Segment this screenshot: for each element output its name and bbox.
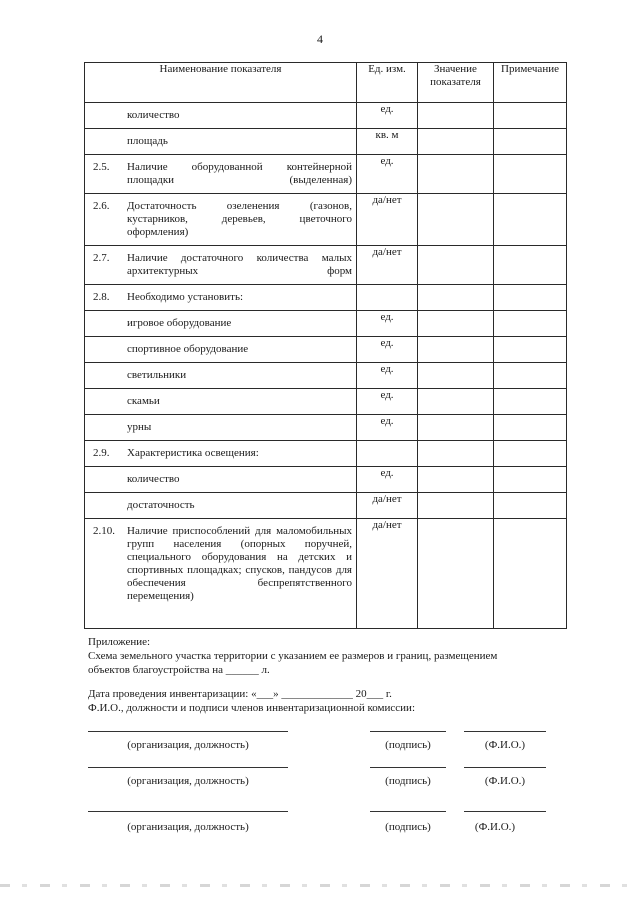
org-signature-line	[88, 731, 288, 732]
note-cell	[494, 285, 567, 311]
fio-line	[464, 767, 546, 768]
note-cell	[494, 129, 567, 155]
appendix-text-line-1: Схема земельного участка территории с указанием ее размеров и границ, размещением	[88, 650, 498, 662]
signature-line	[370, 731, 446, 732]
table-row	[85, 155, 567, 194]
table-row	[85, 519, 567, 629]
note-cell	[494, 519, 567, 629]
table-row	[85, 493, 567, 519]
value-cell	[418, 519, 494, 629]
row-unit: да/нет	[357, 493, 418, 519]
note-cell	[494, 363, 567, 389]
row-number: 2.10.	[93, 525, 115, 537]
header-note: Примечание	[494, 63, 567, 103]
row-number: 2.6.	[93, 200, 110, 212]
value-cell	[418, 389, 494, 415]
appendix-title: Приложение:	[88, 636, 151, 648]
row-label: количество	[127, 473, 180, 485]
header-name: Наименование показателя	[85, 63, 357, 103]
row-number: 2.7.	[93, 252, 110, 264]
inventory-date-line: Дата проведения инвентаризации: «___» _____________ 20___ г.	[88, 688, 392, 700]
row-label: Наличие оборудованной контейнерной площадки (выделенная)	[127, 161, 352, 186]
fio-caption: (Ф.И.О.)	[484, 739, 526, 751]
value-cell	[418, 155, 494, 194]
note-cell	[494, 103, 567, 129]
commission-line: Ф.И.О., должности и подписи членов инвентаризационной комиссии:	[88, 702, 415, 714]
page-number: 4	[317, 32, 323, 46]
row-unit: да/нет	[357, 519, 418, 629]
org-caption: (организация, должность)	[127, 775, 249, 787]
sign-caption: (подпись)	[385, 775, 431, 787]
org-signature-line	[88, 767, 288, 768]
org-signature-line	[88, 811, 288, 812]
org-caption: (организация, должность)	[127, 739, 249, 751]
value-cell	[418, 363, 494, 389]
value-cell	[418, 194, 494, 246]
table-row	[85, 337, 567, 363]
value-cell	[418, 246, 494, 285]
value-cell	[418, 285, 494, 311]
row-label: скамьи	[127, 395, 160, 407]
table-row	[85, 415, 567, 441]
row-unit: ед.	[357, 467, 418, 493]
indicators-table	[84, 62, 567, 629]
note-cell	[494, 467, 567, 493]
table-header-row	[85, 63, 567, 103]
signature-line	[370, 767, 446, 768]
fio-caption: (Ф.И.О.)	[484, 775, 526, 787]
row-unit: да/нет	[357, 194, 418, 246]
row-label: площадь	[127, 135, 168, 147]
note-cell	[494, 311, 567, 337]
value-cell	[418, 467, 494, 493]
note-cell	[494, 246, 567, 285]
value-cell	[418, 415, 494, 441]
row-unit: ед.	[357, 155, 418, 194]
row-number: 2.5.	[93, 161, 110, 173]
row-unit: ед.	[357, 389, 418, 415]
sign-caption: (подпись)	[385, 821, 431, 833]
row-label: Характеристика освещения:	[127, 447, 259, 459]
value-cell	[418, 129, 494, 155]
row-unit: да/нет	[357, 246, 418, 285]
row-number: 2.8.	[93, 291, 110, 303]
note-cell	[494, 155, 567, 194]
row-unit	[357, 285, 418, 311]
note-cell	[494, 337, 567, 363]
fio-line	[464, 811, 546, 812]
table-row	[85, 103, 567, 129]
row-label: игровое оборудование	[127, 317, 232, 329]
row-unit: кв. м	[357, 129, 418, 155]
sign-caption: (подпись)	[385, 739, 431, 751]
scan-artifact-strip	[0, 884, 640, 887]
row-label: количество	[127, 109, 180, 121]
table-row	[85, 285, 567, 311]
row-label: светильники	[127, 369, 187, 381]
table-row	[85, 194, 567, 246]
row-label: Необходимо установить:	[127, 291, 244, 303]
value-cell	[418, 311, 494, 337]
table-row	[85, 467, 567, 493]
value-cell	[418, 103, 494, 129]
row-label: спортивное оборудование	[127, 343, 249, 355]
row-label: Наличие достаточного количества малых архитектурных форм	[127, 252, 352, 277]
row-unit: ед.	[357, 311, 418, 337]
note-cell	[494, 389, 567, 415]
row-number: 2.9.	[93, 447, 110, 459]
table-row	[85, 311, 567, 337]
note-cell	[494, 441, 567, 467]
table-row	[85, 363, 567, 389]
row-unit: ед.	[357, 103, 418, 129]
row-label: Достаточность озеленения (газонов, кустарников, деревьев, цветочного оформления)	[127, 200, 352, 238]
row-unit: ед.	[357, 363, 418, 389]
note-cell	[494, 415, 567, 441]
value-cell	[418, 493, 494, 519]
value-cell	[418, 337, 494, 363]
header-value: Значение показателя	[418, 63, 494, 103]
row-label: урны	[127, 421, 152, 433]
note-cell	[494, 194, 567, 246]
fio-caption: (Ф.И.О.)	[474, 821, 516, 833]
table-row	[85, 129, 567, 155]
row-unit: ед.	[357, 415, 418, 441]
signature-line	[370, 811, 446, 812]
row-label: Наличие приспособлений для маломобильных групп населения (опорных поручней, специального оборудования на детских и спортивных площадках; спусков, пандусов для обеспечения беспрепятственного перемещения)	[127, 525, 352, 602]
appendix-text-line-2: объектов благоустройства на ______ л.	[88, 664, 270, 676]
org-caption: (организация, должность)	[127, 821, 249, 833]
header-unit: Ед. изм.	[357, 63, 418, 103]
row-label: достаточность	[127, 499, 195, 511]
row-unit: ед.	[357, 337, 418, 363]
table-row	[85, 441, 567, 467]
note-cell	[494, 493, 567, 519]
table-row	[85, 246, 567, 285]
fio-line	[464, 731, 546, 732]
value-cell	[418, 441, 494, 467]
row-unit	[357, 441, 418, 467]
table-row	[85, 389, 567, 415]
